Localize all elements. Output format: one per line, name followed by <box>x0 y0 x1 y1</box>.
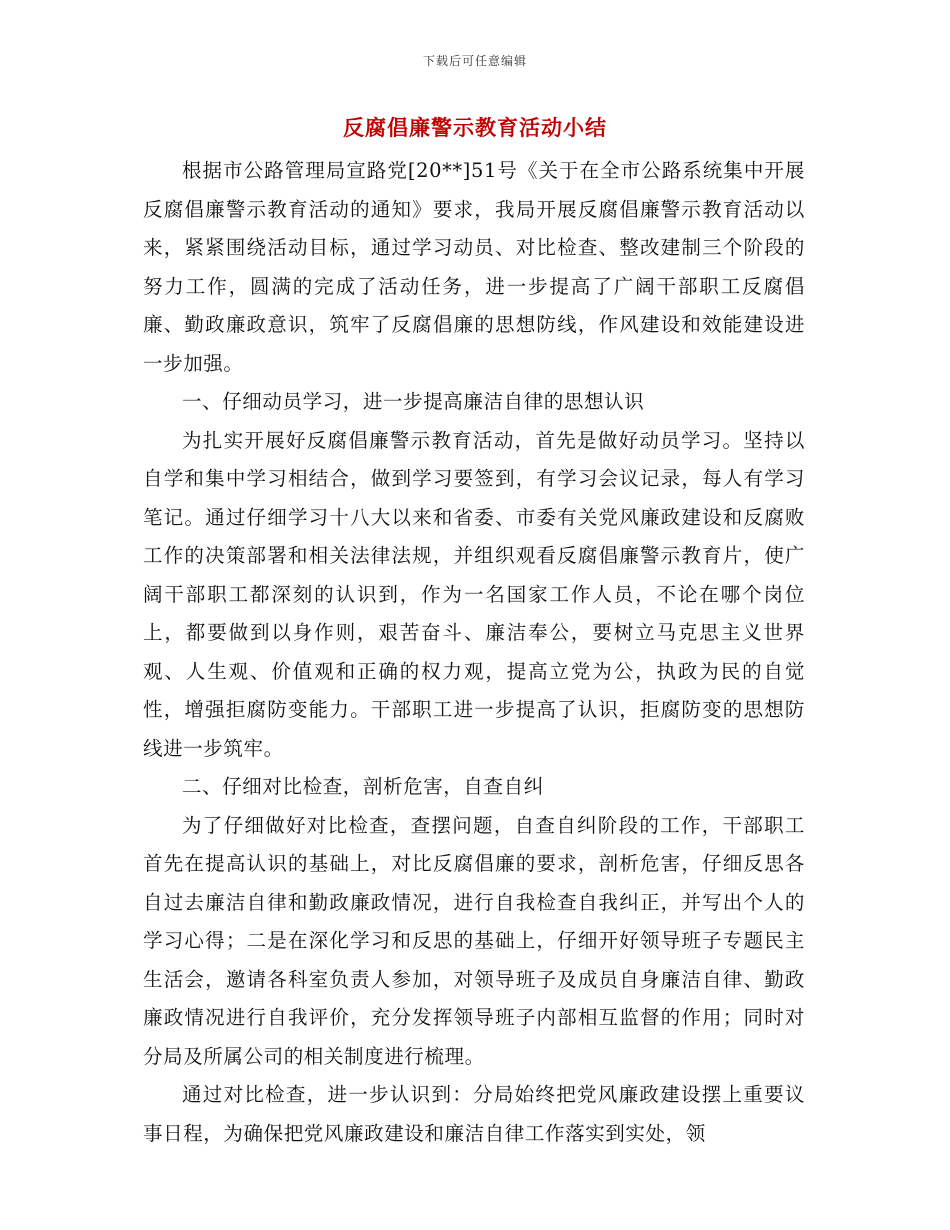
paragraph-intro: 根据市公路管理局宣路党[20**]51号《关于在全市公路系统集中开展反腐倡廉警示教育活动的通知》要求，我局开展反腐倡廉警示教育活动以来，紧紧围绕活动目标，通过学习动员、对比检查、整改建制三个阶段的努力工作，圆满的完成了活动任务，进一步提高了广阔干部职工反腐倡廉、勤政廉政意识，筑牢了反腐倡廉的思想防线，作风建设和效能建设进一步加强。 <box>143 159 805 375</box>
section-heading-1: 一、仔细动员学习，进一步提高廉洁自律的思想认识 <box>182 390 645 413</box>
paragraph-section-2: 为了仔细做好对比检查，查摆问题，自查自纠阶段的工作，干部职工首先在提高认识的基础上，对比反腐倡廉的要求，剖析危害，仔细反思各自过去廉洁自律和勤政廉政情况，进行自我检查自我纠正，并写出个人的学习心得；二是在深化学习和反思的基础上，仔细开好领导班子专题民主生活会，邀请各科室负责人参加，对领导班子及成员自身廉洁自律、勤政廉政情况进行自我评价，充分发挥领导班子内部相互监督的作用；同时对分局及所属公司的相关制度进行梳理。 <box>143 813 805 1068</box>
document-body <box>143 152 805 1153</box>
document-title: 反腐倡廉警示教育活动小结 <box>343 115 607 140</box>
header-note: 下载后可任意编辑 <box>422 54 527 68</box>
paragraph-conclusion: 通过对比检查，进一步认识到：分局始终把党风廉政建设摆上重要议事日程，为确保把党风廉政建设和廉洁自律工作落实到实处，领 <box>143 1083 805 1145</box>
section-heading-2: 二、仔细对比检查，剖析危害，自查自纠 <box>182 775 544 798</box>
paragraph-section-1: 为扎实开展好反腐倡廉警示教育活动，首先是做好动员学习。坚持以自学和集中学习相结合，做到学习要签到，有学习会议记录，每人有学习笔记。通过仔细学习十八大以来和省委、市委有关党风廉政建设和反腐败工作的决策部署和相关法律法规，并组织观看反腐倡廉警示教育片，使广阔干部职工都深刻的认识到，作为一名国家工作人员，不论在哪个岗位上，都要做到以身作则，艰苦奋斗、廉洁奉公，要树立马克思主义世界观、人生观、价值观和正确的权力观，提高立党为公，执政为民的自觉性，增强拒腐防变能力。干部职工进一步提高了认识，拒腐防变的思想防线进一步筑牢。 <box>143 428 805 760</box>
